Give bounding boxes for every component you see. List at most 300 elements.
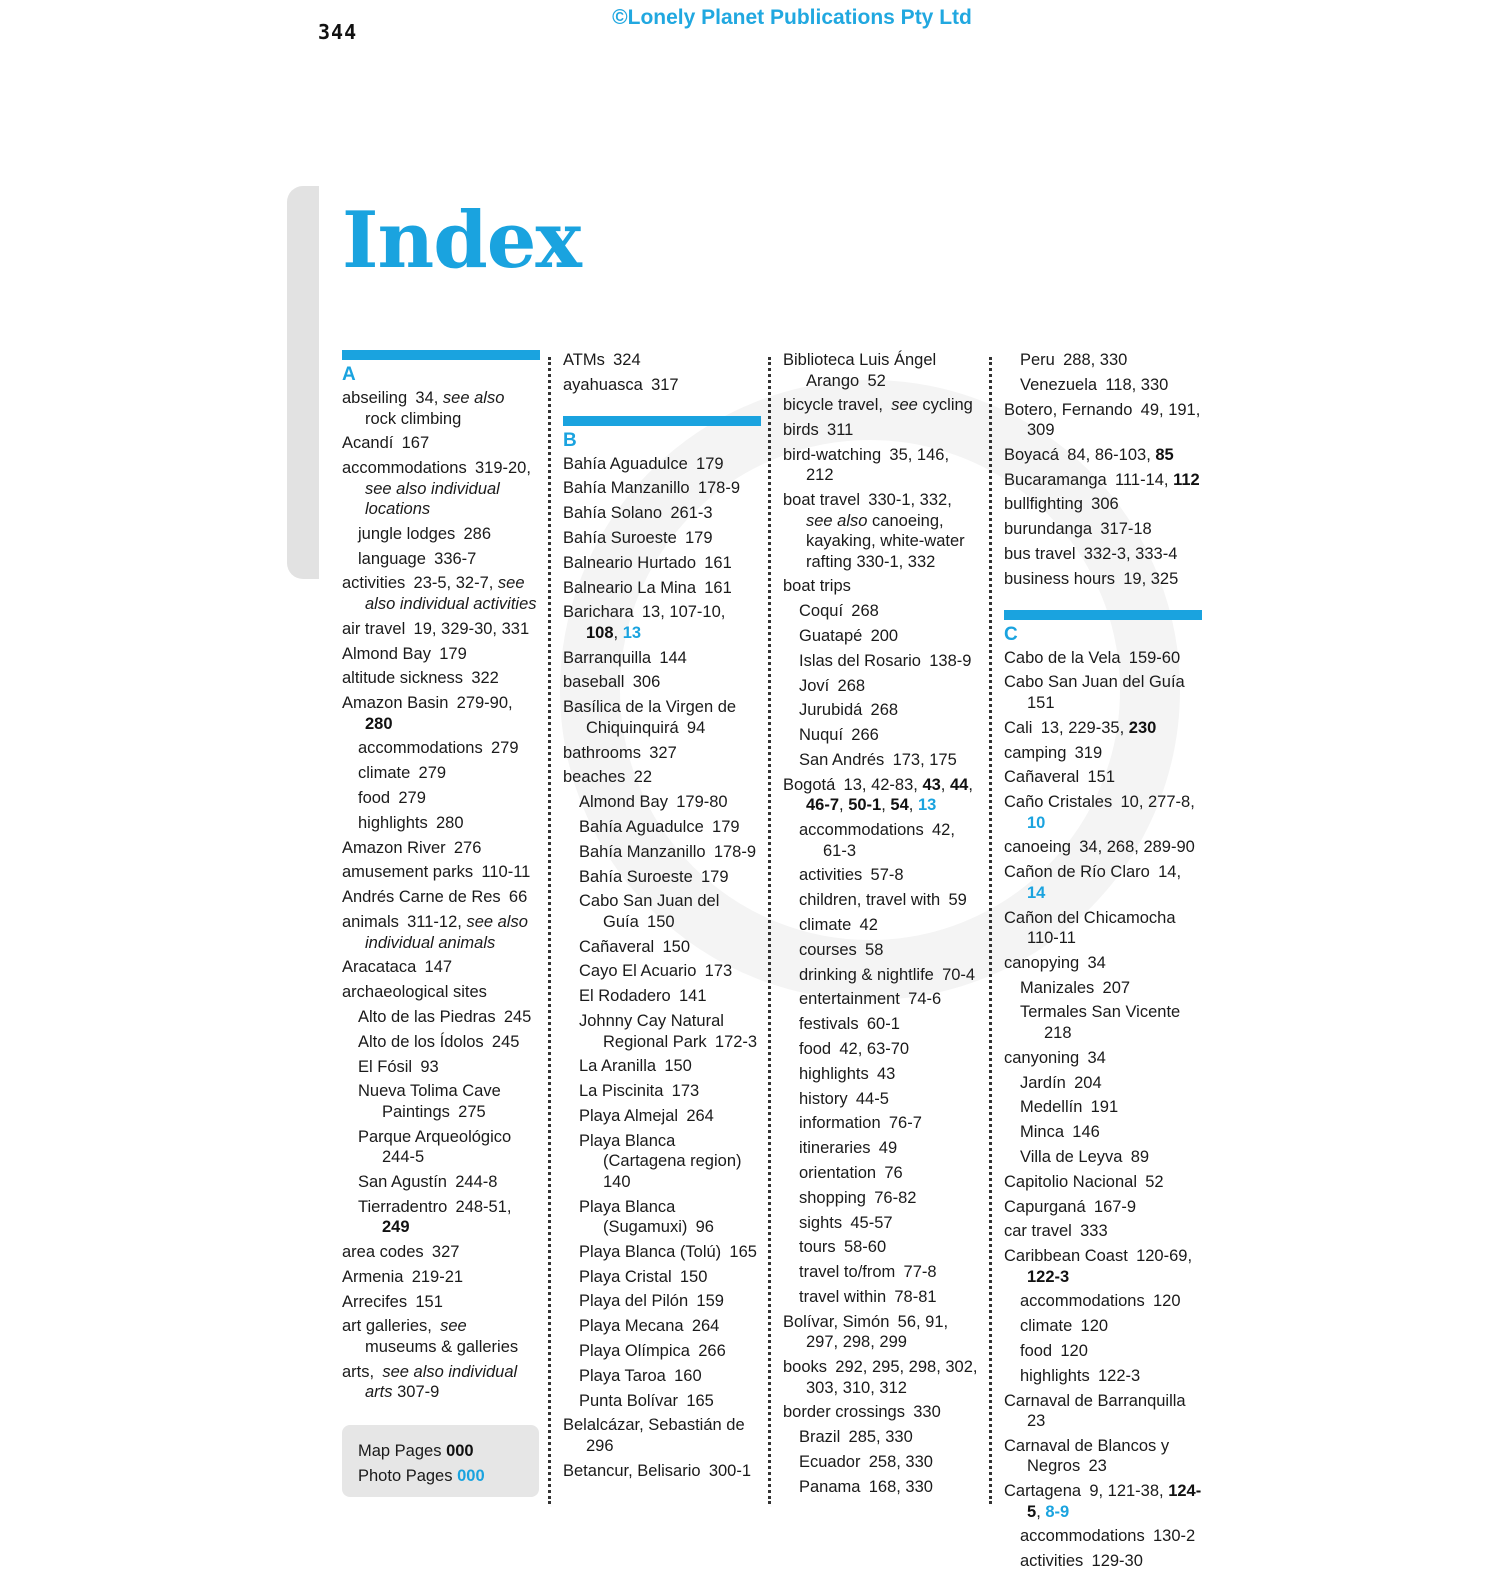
page-refs: 168, 330 xyxy=(868,1477,933,1496)
page-refs: 94 xyxy=(686,718,706,737)
entry-term: Playa Blanca (Cartagena region) xyxy=(579,1131,742,1171)
index-subentry xyxy=(783,1089,981,1110)
entry-term: Playa Blanca (Sugamuxi) xyxy=(579,1197,688,1237)
index-entry xyxy=(342,957,540,978)
page-refs: 93 xyxy=(420,1057,439,1076)
page-refs: 45-57 xyxy=(850,1213,893,1232)
index-entry xyxy=(563,672,761,693)
entry-term: Cartagena xyxy=(1004,1482,1082,1501)
entry-term: Basílica de la Virgen de Chiquinquirá xyxy=(563,698,737,737)
map-page-ref: 280 xyxy=(365,714,393,733)
index-entry xyxy=(342,433,540,454)
index-subentry xyxy=(783,865,981,886)
index-subentry xyxy=(342,1172,540,1193)
side-tab xyxy=(287,186,319,579)
page-refs: 59 xyxy=(948,891,967,910)
entry-term: Manizales xyxy=(1020,978,1095,997)
entry-term: Bahía Aguadulce xyxy=(579,817,704,836)
cross-reference: see also xyxy=(806,511,868,530)
page-refs: 151 xyxy=(415,1292,443,1311)
page-refs: 173 xyxy=(671,1082,700,1101)
entry-term: Alto de las Piedras xyxy=(358,1007,496,1026)
entry-term: Minca xyxy=(1020,1123,1065,1142)
entry-term: Almond Bay xyxy=(579,793,668,812)
index-entry xyxy=(342,1362,540,1403)
page-refs: 207 xyxy=(1102,978,1131,997)
page-refs: 266 xyxy=(851,726,879,745)
entry-term: Playa Olímpica xyxy=(579,1342,690,1360)
entry-term: Bahía Solano xyxy=(563,504,663,523)
entry-term: car travel xyxy=(1004,1222,1072,1241)
page-refs: 159 xyxy=(696,1292,724,1311)
index-entry xyxy=(1004,792,1202,833)
index-subentry xyxy=(563,867,761,888)
index-subentry xyxy=(342,1127,540,1168)
index-entry xyxy=(1004,862,1202,903)
index-subentry xyxy=(563,842,761,863)
entry-term: drinking & nightlife xyxy=(799,965,934,984)
entry-term: jungle lodges xyxy=(358,524,456,543)
page-refs: 10, 277-8, xyxy=(1120,793,1195,812)
page-refs: 167-9 xyxy=(1093,1197,1137,1216)
page-refs: 89 xyxy=(1130,1147,1150,1166)
index-subentry xyxy=(563,1267,761,1288)
index-subentry xyxy=(1004,1073,1202,1094)
entry-term: sights xyxy=(799,1213,843,1232)
page-refs: 84, 86-103, xyxy=(1067,445,1156,464)
index-entry xyxy=(1004,908,1202,949)
map-pages-legend xyxy=(358,1439,539,1464)
index-entry xyxy=(563,553,761,574)
entry-term: highlights xyxy=(358,813,428,832)
entry-term: Barranquilla xyxy=(563,648,652,667)
page-refs: 13, 42-83, xyxy=(843,775,923,794)
entry-term: Bolívar, Simón xyxy=(783,1312,890,1331)
entry-term: Nuquí xyxy=(799,726,844,745)
index-entry xyxy=(783,490,981,572)
map-page-ref: 122-3 xyxy=(1027,1267,1070,1286)
page-refs: 144 xyxy=(659,648,687,667)
page-refs: 244-8 xyxy=(455,1172,498,1191)
page-refs: , xyxy=(839,796,849,815)
index-subentry xyxy=(1004,1316,1202,1337)
cross-reference: see also individual arts xyxy=(365,1362,518,1402)
index-subentry xyxy=(783,989,981,1010)
index-entry xyxy=(563,767,761,788)
entry-term: Nueva Tolima Cave Paintings xyxy=(358,1082,501,1121)
entry-term: activities xyxy=(342,574,406,593)
entry-term: bus travel xyxy=(1004,545,1076,564)
index-entry xyxy=(1004,400,1202,441)
page-refs: 172-3 xyxy=(714,1032,758,1051)
entry-term: Bogotá xyxy=(783,775,836,794)
section-spacer xyxy=(1004,594,1202,610)
page-refs: 35, 146, 212 xyxy=(806,445,950,485)
page-refs: 49 xyxy=(878,1139,898,1158)
page-refs: cycling xyxy=(917,396,973,415)
entry-term: El Rodadero xyxy=(579,987,671,1006)
entry-term: food xyxy=(799,1040,832,1059)
photo-page-ref: 13 xyxy=(917,796,937,815)
index-entry xyxy=(1004,1048,1202,1069)
entry-term: Cañon del Chicamocha xyxy=(1004,908,1176,927)
index-entry xyxy=(1004,718,1202,739)
entry-term: Armenia xyxy=(342,1267,404,1286)
page-refs: , xyxy=(908,796,918,815)
entry-term: itineraries xyxy=(799,1139,871,1158)
index-entry xyxy=(342,619,540,640)
entry-term: Caribbean Coast xyxy=(1004,1247,1128,1266)
index-entry xyxy=(342,982,540,1003)
page-refs: 70-4 xyxy=(942,965,976,984)
page-refs: 300-1 xyxy=(708,1461,752,1480)
index-subentry xyxy=(783,725,981,746)
index-entry xyxy=(563,350,761,371)
index-subentry xyxy=(783,965,981,986)
entry-term: Capurganá xyxy=(1004,1197,1086,1216)
index-subentry xyxy=(342,788,540,809)
index-subentry xyxy=(1004,350,1202,371)
index-subentry xyxy=(1004,1291,1202,1312)
page-refs: 56, 91, 297, 298, 299 xyxy=(806,1312,949,1352)
page-refs: 179 xyxy=(685,528,713,547)
index-entry xyxy=(342,388,540,429)
entry-term: La Piscinita xyxy=(579,1082,664,1101)
page-refs: 44-5 xyxy=(855,1089,889,1108)
index-entry xyxy=(563,743,761,764)
index-subentry xyxy=(783,1138,981,1159)
page-refs: 204 xyxy=(1074,1073,1102,1092)
page-refs: 138-9 xyxy=(929,651,972,670)
page-refs: 118, 330 xyxy=(1105,375,1169,394)
index-entry xyxy=(342,668,540,689)
index-entry xyxy=(783,1357,981,1398)
entry-term: highlights xyxy=(1020,1366,1090,1385)
entry-term: Bahía Aguadulce xyxy=(563,454,688,473)
index-entry xyxy=(563,697,761,738)
entry-term: Caño Cristales xyxy=(1004,793,1113,812)
entry-term: Arrecifes xyxy=(342,1292,408,1311)
index-entry xyxy=(342,573,540,614)
index-entry xyxy=(342,1242,540,1263)
page-refs: 130-2 xyxy=(1152,1527,1196,1546)
index-entry xyxy=(1004,953,1202,974)
page-refs: 179 xyxy=(712,817,740,836)
page-refs: 279 xyxy=(490,739,519,758)
entry-term: Playa Taroa xyxy=(579,1366,666,1385)
index-entry xyxy=(783,775,981,816)
index-subentry xyxy=(563,1316,761,1337)
page-refs: , xyxy=(613,623,623,642)
entry-term: children, travel with xyxy=(799,891,941,910)
index-subentry xyxy=(563,1197,761,1238)
page-refs: 280 xyxy=(435,813,464,832)
column-divider xyxy=(989,357,992,1504)
index-entry xyxy=(342,1316,540,1357)
entry-term: Carnaval de Blancos y Negros xyxy=(1004,1436,1170,1476)
page-refs: 218 xyxy=(1044,1023,1072,1042)
page-refs: , xyxy=(968,775,973,794)
index-subentry xyxy=(783,1113,981,1134)
page-refs: 179 xyxy=(439,644,467,663)
entry-term: highlights xyxy=(799,1064,869,1083)
index-subentry xyxy=(783,940,981,961)
photo-pages-label: Photo Pages xyxy=(358,1467,453,1485)
page-refs: 200 xyxy=(870,627,899,646)
page-refs: , xyxy=(881,796,891,815)
index-subentry xyxy=(783,626,981,647)
page-refs: 266 xyxy=(698,1342,726,1360)
entry-term: books xyxy=(783,1358,828,1377)
map-page-ref: 112 xyxy=(1173,470,1200,489)
map-page-ref: 124-5 xyxy=(1027,1482,1202,1521)
index-entry xyxy=(1004,1172,1202,1193)
page-refs: 34, 268, 289-90 xyxy=(1079,838,1195,857)
page-refs: 311 xyxy=(827,421,854,440)
entry-term: Carnaval de Barranquilla xyxy=(1004,1391,1186,1410)
letter-section-bar xyxy=(1004,610,1202,620)
page-refs: , xyxy=(940,775,950,794)
entry-term: Balneario La Mina xyxy=(563,578,696,597)
page-refs: 13, 229-35, xyxy=(1040,718,1129,737)
entry-term: Botero, Fernando xyxy=(1004,400,1133,419)
page-refs: museums & galleries xyxy=(365,1337,519,1356)
index-subentry xyxy=(1004,1147,1202,1168)
page-refs: canoeing, kayaking, white-water rafting 330-1, 332 xyxy=(806,511,965,571)
page-refs: 23 xyxy=(1088,1457,1107,1476)
entry-term: Cañaveral xyxy=(1004,768,1080,787)
index-entry xyxy=(1004,569,1202,590)
entry-term: bird-watching xyxy=(783,445,882,464)
index-column-2 xyxy=(563,350,761,1485)
page-refs: 9, 121-38, xyxy=(1089,1482,1169,1501)
page-refs: 58 xyxy=(865,940,884,959)
entry-term: tours xyxy=(799,1238,836,1257)
index-subentry xyxy=(1004,1122,1202,1143)
entry-term: Ecuador xyxy=(799,1452,861,1471)
index-entry xyxy=(342,912,540,953)
page-refs: 66 xyxy=(508,888,528,907)
photo-page-ref: 13 xyxy=(622,623,642,642)
index-column-4 xyxy=(1004,350,1202,1576)
index-subentry xyxy=(783,601,981,622)
page-refs: 52 xyxy=(867,371,886,390)
index-subentry xyxy=(1004,1526,1202,1547)
page-refs: 34 xyxy=(1087,1048,1106,1067)
cross-reference: see also individual locations xyxy=(365,479,500,519)
photo-page-ref: 10 xyxy=(1027,813,1046,832)
index-entry xyxy=(783,1312,981,1353)
index-entry xyxy=(563,1415,761,1456)
page-refs: 34, xyxy=(415,389,443,407)
page-refs: 151 xyxy=(1087,768,1115,787)
entry-term: Jardín xyxy=(1020,1073,1066,1092)
map-page-ref: 46-7 xyxy=(806,796,840,815)
entry-term: climate xyxy=(1020,1317,1073,1336)
page-refs: 120 xyxy=(1060,1342,1088,1360)
page-refs: 279-90, xyxy=(456,694,513,713)
entry-term: Medellín xyxy=(1020,1098,1083,1117)
page-refs: 248-51, xyxy=(455,1197,512,1216)
entry-term: Bahía Manzanillo xyxy=(579,842,706,861)
page-refs: 150 xyxy=(679,1267,708,1286)
entry-term: canoeing xyxy=(1004,838,1071,857)
index-subentry xyxy=(783,1213,981,1234)
index-entry xyxy=(563,503,761,524)
page-refs: 150 xyxy=(662,937,690,956)
index-entry xyxy=(1004,767,1202,788)
entry-term: air travel xyxy=(342,619,406,638)
page-refs: 129-30 xyxy=(1091,1552,1143,1571)
entry-term: Amazon Basin xyxy=(342,694,449,713)
page-refs: 150 xyxy=(664,1057,692,1076)
entry-term: Guatapé xyxy=(799,627,863,646)
index-subentry xyxy=(342,1032,540,1053)
page-refs: 275 xyxy=(458,1102,486,1121)
entry-term: ayahuasca xyxy=(563,375,643,394)
page-refs: 279 xyxy=(398,789,426,808)
page-refs: 22 xyxy=(633,768,652,787)
entry-term: Amazon River xyxy=(342,838,446,857)
index-subentry xyxy=(563,986,761,1007)
page-refs: 76-82 xyxy=(874,1188,917,1207)
map-page-ref: 43 xyxy=(922,775,941,794)
entry-term: arts, xyxy=(342,1362,375,1381)
index-entry xyxy=(563,528,761,549)
page-refs: 122-3 xyxy=(1097,1366,1141,1385)
page-refs: 268 xyxy=(851,602,879,621)
page-refs: 317-18 xyxy=(1100,520,1152,539)
entry-term: border crossings xyxy=(783,1403,905,1422)
index-subentry xyxy=(783,1064,981,1085)
cross-reference: see xyxy=(440,1317,467,1336)
page-refs: 285, 330 xyxy=(848,1428,913,1447)
entry-term: boat travel xyxy=(783,491,861,510)
entry-term: Bucaramanga xyxy=(1004,470,1107,489)
photo-page-ref: 14 xyxy=(1027,883,1046,902)
cross-reference: see xyxy=(891,396,918,415)
entry-term: information xyxy=(799,1114,881,1133)
index-entry xyxy=(783,395,981,416)
entry-term: travel to/from xyxy=(799,1263,896,1282)
entry-term: Playa del Pilón xyxy=(579,1292,689,1311)
page-refs: 74-6 xyxy=(908,990,942,1009)
page-refs: 264 xyxy=(691,1317,720,1336)
entry-term: Acandí xyxy=(342,434,394,453)
entry-term: accommodations xyxy=(358,739,483,758)
entry-term: bathrooms xyxy=(563,743,641,762)
page-refs: 76-7 xyxy=(888,1114,922,1133)
entry-term: orientation xyxy=(799,1164,877,1183)
index-entry xyxy=(1004,494,1202,515)
page-refs: 42, 63-70 xyxy=(839,1040,910,1059)
entry-term: festivals xyxy=(799,1015,859,1034)
index-subentry xyxy=(1004,978,1202,999)
page-number: 344 xyxy=(318,20,358,44)
index-subentry xyxy=(783,1163,981,1184)
page-refs: 165 xyxy=(686,1391,714,1410)
entry-term: Panama xyxy=(799,1477,861,1496)
index-subentry xyxy=(1004,375,1202,396)
page-refs: 330-1, 332, xyxy=(868,491,952,510)
page-refs: 19, 329-30, 331 xyxy=(413,619,530,638)
index-entry xyxy=(563,454,761,475)
entry-term: abseiling xyxy=(342,389,408,407)
index-entry xyxy=(783,420,981,441)
entry-term: Cayo El Acuario xyxy=(579,962,697,981)
entry-term: Capitolio Nacional xyxy=(1004,1172,1137,1191)
index-subentry xyxy=(783,1039,981,1060)
index-subentry xyxy=(563,792,761,813)
index-entry xyxy=(1004,672,1202,713)
entry-term: birds xyxy=(783,421,819,440)
page-refs: 14, xyxy=(1158,863,1182,882)
page-refs: 52 xyxy=(1145,1172,1164,1191)
page-refs: 23 xyxy=(1027,1412,1046,1431)
section-letter: A xyxy=(342,364,356,385)
page-refs: 165 xyxy=(729,1242,757,1261)
page-refs: 244-5 xyxy=(382,1148,425,1167)
page-refs: 150 xyxy=(647,912,675,931)
index-entry xyxy=(563,478,761,499)
index-subentry xyxy=(563,1106,761,1127)
page-refs: 160 xyxy=(674,1366,702,1385)
page-refs: 327 xyxy=(649,743,677,762)
cross-reference: see also individual animals xyxy=(365,913,528,952)
index-entry xyxy=(342,458,540,520)
entry-term: Parque Arqueológico xyxy=(358,1127,512,1146)
page-refs: 140 xyxy=(603,1172,631,1191)
index-subentry xyxy=(342,763,540,784)
entry-term: accommodations xyxy=(342,459,467,478)
entry-term: climate xyxy=(358,764,411,783)
index-entry xyxy=(1004,544,1202,565)
page-refs: 330 xyxy=(913,1403,941,1422)
section-letter: B xyxy=(563,429,577,451)
index-subentry xyxy=(783,1188,981,1209)
index-subentry xyxy=(783,1237,981,1258)
entry-term: Villa de Leyva xyxy=(1020,1147,1123,1166)
index-subentry xyxy=(783,1477,981,1498)
map-pages-value: 000 xyxy=(446,1442,474,1460)
page-refs: 306 xyxy=(1091,495,1119,514)
index-subentry xyxy=(342,549,540,570)
index-subentry xyxy=(783,700,981,721)
entry-term: canyoning xyxy=(1004,1048,1080,1067)
page-refs: 317 xyxy=(651,375,679,394)
index-entry xyxy=(1004,1436,1202,1477)
page-refs: 19, 325 xyxy=(1123,569,1179,588)
page-refs: 141 xyxy=(678,987,707,1006)
index-entry xyxy=(1004,445,1202,466)
page-refs: 319 xyxy=(1074,743,1103,762)
page-refs: 288, 330 xyxy=(1063,351,1128,369)
entry-term: food xyxy=(358,789,391,808)
entry-term: Andrés Carne de Res xyxy=(342,888,501,907)
index-entry xyxy=(342,644,540,665)
entry-term: animals xyxy=(342,913,399,932)
cross-reference: see also xyxy=(442,389,505,407)
entry-term: Cabo San Juan del Guía xyxy=(579,892,720,931)
map-page-ref: 44 xyxy=(949,775,969,794)
map-page-ref: 108 xyxy=(586,623,614,642)
entry-term: Bahía Suroeste xyxy=(563,528,677,547)
map-pages-label: Map Pages xyxy=(358,1442,442,1460)
index-entry xyxy=(342,1292,540,1313)
index-subentry xyxy=(783,890,981,911)
index-entry xyxy=(1004,1391,1202,1432)
entry-term: burundanga xyxy=(1004,520,1093,539)
